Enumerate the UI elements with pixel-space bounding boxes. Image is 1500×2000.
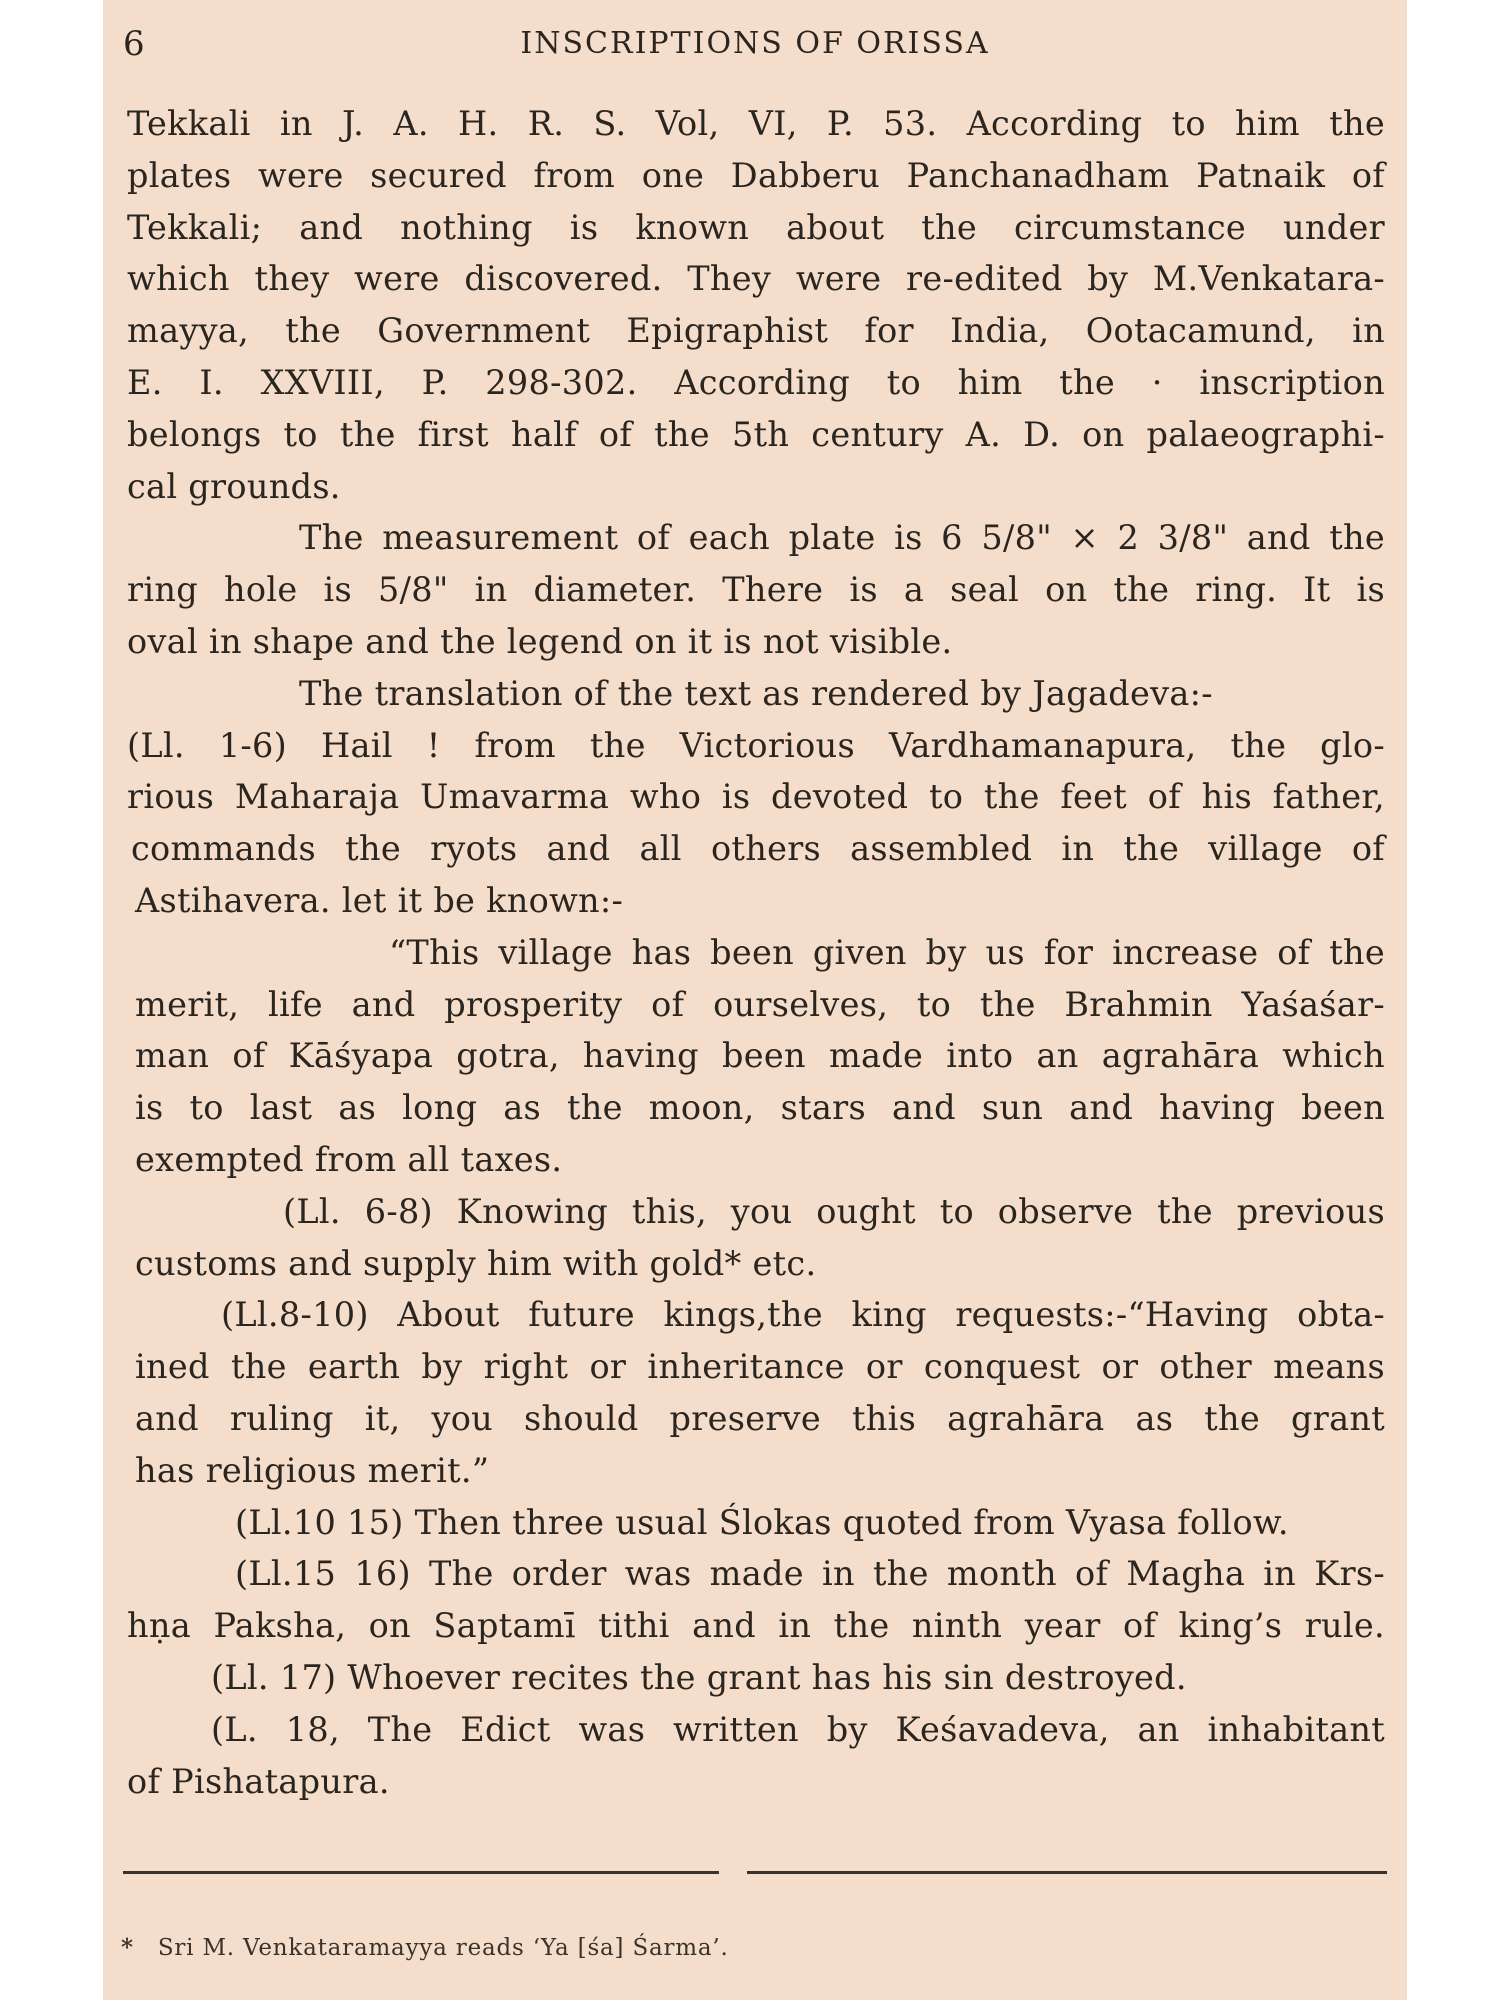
text-line: plates were secured from one Dabberu Panchanadham Patnaik of bbox=[127, 155, 1385, 195]
text-line: (Ll.8-10) About future kings,the king requests:-“Having obta- bbox=[221, 1295, 1385, 1335]
text-line: of Pishatapura. bbox=[127, 1761, 390, 1801]
text-line: Tekkali in J. A. H. R. S. Vol, VI, P. 53. According to him the bbox=[127, 104, 1385, 143]
text-line: cal grounds. bbox=[127, 466, 341, 506]
page-number: 6 bbox=[123, 24, 146, 64]
text-line: (Ll. 6-8) Knowing this, you ought to observe the previous bbox=[283, 1191, 1385, 1231]
page-header bbox=[103, 24, 1407, 68]
text-line: belongs to the first half of the 5th century A. D. on palaeographi- bbox=[127, 414, 1385, 454]
text-line: hṇa Paksha, on Saptamī tithi and in the ninth year of king’s rule. bbox=[127, 1606, 1385, 1646]
text-line: (L. 18, The Edict was written by Keśavadeva, an inhabitant bbox=[211, 1709, 1385, 1749]
text-line: commands the ryots and all others assembled in the village of bbox=[131, 829, 1385, 869]
footnote-marker: * bbox=[121, 1934, 134, 1961]
body-text bbox=[127, 98, 1385, 1807]
text-line: ring hole is 5/8" in diameter. There is a seal on the ring. It is bbox=[127, 570, 1385, 610]
footnote-rule-left bbox=[123, 1871, 719, 1874]
text-line: Tekkali; and nothing is known about the circumstance under bbox=[127, 207, 1385, 247]
text-line: mayya, the Government Epigraphist for India, Ootacamund, in bbox=[127, 311, 1385, 351]
text-line: merit, life and prosperity of ourselves, to the Brahmin Yaśaśar- bbox=[135, 984, 1385, 1024]
text-line: is to last as long as the moon, stars and sun and having been bbox=[135, 1088, 1385, 1128]
text-line: has religious merit.” bbox=[135, 1450, 490, 1490]
text-line: (Ll.15 16) The order was made in the month of Magha in Krs- bbox=[235, 1554, 1385, 1594]
running-title: INSCRIPTIONS OF ORISSA bbox=[520, 26, 990, 61]
text-line: exempted from all taxes. bbox=[135, 1139, 563, 1179]
text-line: The translation of the text as rendered by Jagadeva:- bbox=[299, 673, 1213, 713]
text-line: which they were discovered. They were re-edited by M.Venkatara- bbox=[127, 259, 1385, 299]
text-line: The measurement of each plate is 6 5/8" × 2 3/8" and the bbox=[299, 518, 1385, 558]
text-line: (Ll. 17) Whoever recites the grant has his sin destroyed. bbox=[211, 1657, 1187, 1697]
footnote-rule-right bbox=[747, 1871, 1387, 1874]
footnote bbox=[121, 1934, 729, 1961]
text-line: rious Maharaja Umavarma who is devoted to the feet of his father, bbox=[127, 777, 1385, 817]
book-page bbox=[103, 0, 1407, 2000]
text-line: (Ll. 1-6) Hail ! from the Victorious Vardhamanapura, the glo- bbox=[127, 725, 1385, 765]
text-line: E. I. XXVIII, P. 298-302. According to him the · inscription bbox=[127, 362, 1385, 402]
text-line: customs and supply him with gold* etc. bbox=[135, 1243, 817, 1283]
footnote-text: Sri M. Venkataramayya reads ‘Ya [śa] Śarma’. bbox=[157, 1935, 729, 1961]
text-line: ined the earth by right or inheritance or conquest or other means bbox=[135, 1347, 1385, 1387]
text-line: (Ll.10 15) Then three usual Ślokas quoted from Vyasa follow. bbox=[235, 1502, 1289, 1542]
text-line: man of Kāśyapa gotra, having been made into an agrahāra which bbox=[135, 1036, 1385, 1076]
text-line: and ruling it, you should preserve this agrahāra as the grant bbox=[135, 1398, 1385, 1438]
text-line: Astihavera. let it be known:- bbox=[135, 880, 624, 920]
text-line: oval in shape and the legend on it is not visible. bbox=[127, 621, 953, 661]
text-line: “This village has been given by us for increase of the bbox=[389, 932, 1385, 972]
